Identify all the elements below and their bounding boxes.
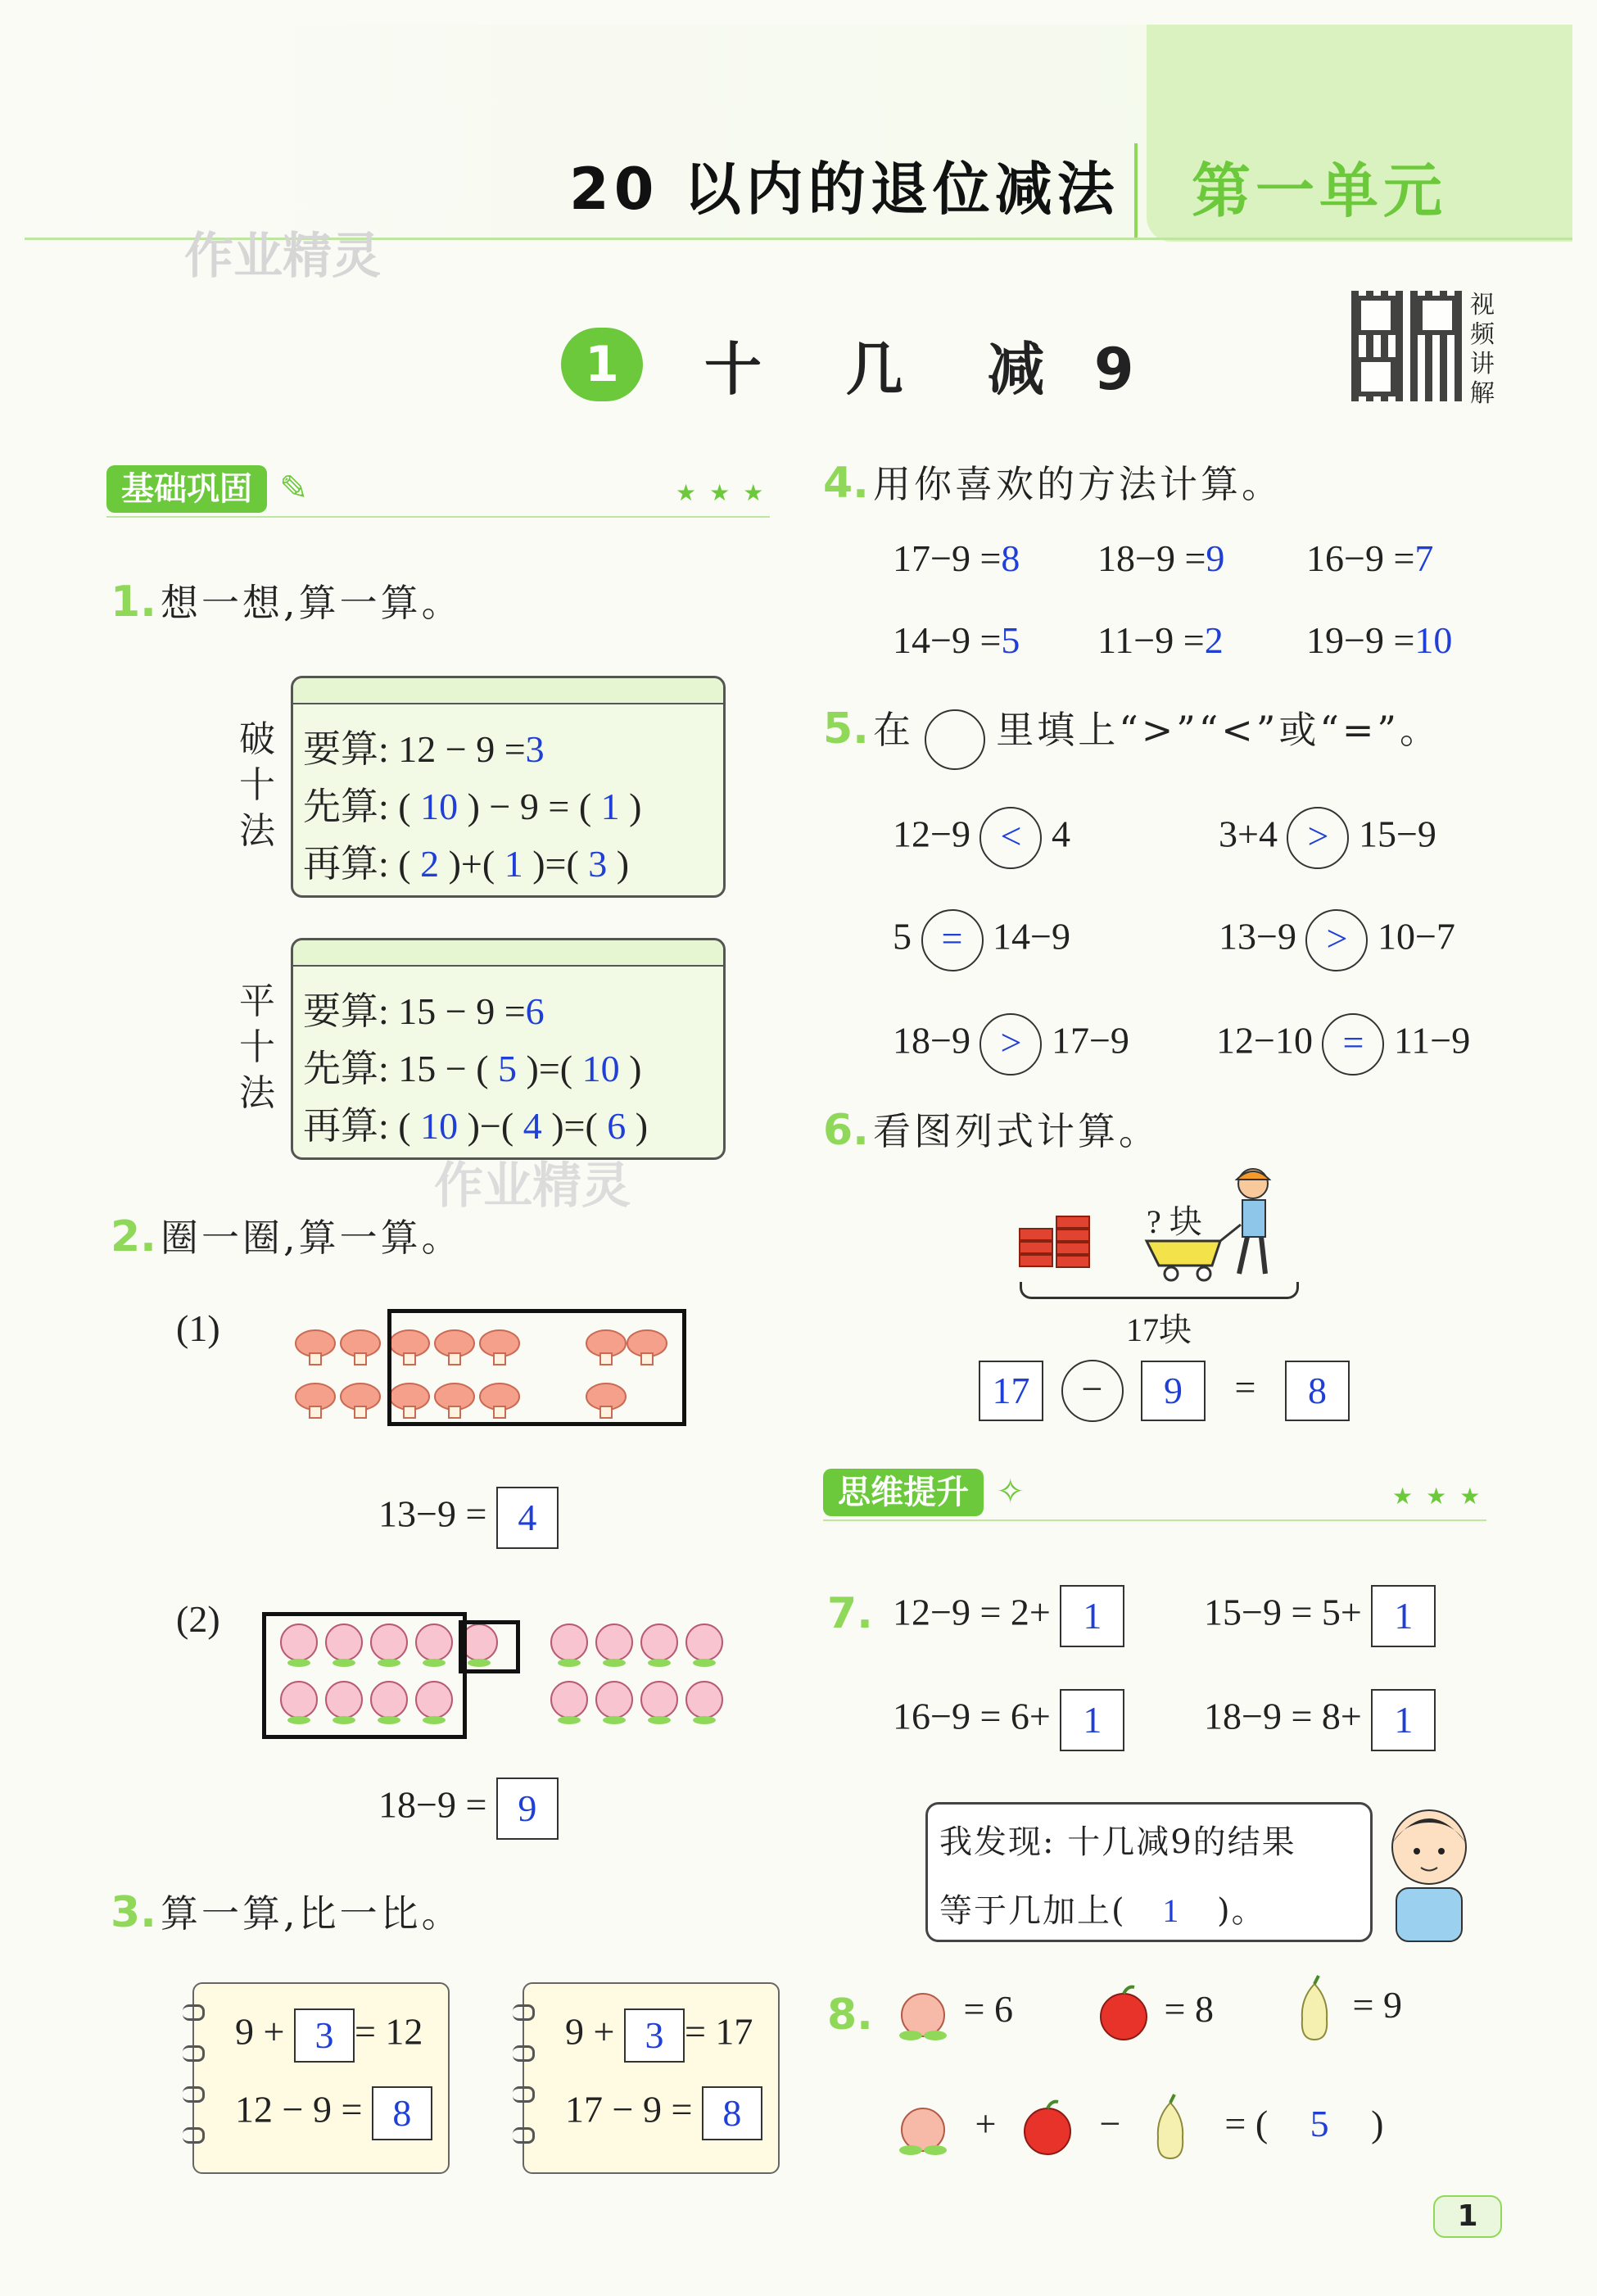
q5-item-5 <box>893 1013 1129 1076</box>
q3-text: 算一算,比一比。 <box>161 1891 463 1936</box>
watermark: 作业精灵 <box>184 228 381 285</box>
apple-icon-2 <box>1017 2097 1079 2158</box>
qr-label: 视频讲解 <box>1470 291 1495 408</box>
q8-minus: − <box>1099 2103 1121 2145</box>
apple-icon <box>1093 1982 1155 2044</box>
q5-6-circle[interactable] <box>1322 1013 1384 1076</box>
q8-apple-val: = 8 <box>1164 1988 1214 2031</box>
q1-card2: 要算: 15 − 9 =6 先算: 15 − ( 5 )=( 10 ) 再算: ( 10 )−( 4 )=( 6 ) <box>291 938 726 1160</box>
card2-header-bar <box>293 940 723 967</box>
q3l-a-post: = 12 <box>354 2010 423 2053</box>
card2-l3-c: 6 <box>607 1105 627 1147</box>
section-basic-label: 基础巩固 <box>106 465 267 513</box>
pencil-icon: ✎ <box>279 468 309 508</box>
mushroom-circle-box <box>387 1309 686 1426</box>
q4-number: 4. <box>823 459 869 508</box>
header-title: 20 以内的退位减法 <box>569 156 1120 223</box>
cart-worker-icon <box>1142 1163 1306 1286</box>
bricks-illustration <box>1016 1212 1097 1281</box>
q6-op: − <box>1081 1368 1103 1410</box>
card1-l1-ans: 3 <box>525 728 545 770</box>
q1-text: 想一想,算一算。 <box>161 581 463 625</box>
q3r-a-post: = 17 <box>684 2010 753 2053</box>
q5-5-left: 18−9 <box>893 1019 970 1062</box>
q8-apple <box>1093 1982 1214 2044</box>
lesson-number-badge <box>561 328 643 401</box>
q1-card2-method: 平十法 <box>239 980 275 1114</box>
q3r-b-pre: 17 − 9 = <box>565 2088 693 2131</box>
q6-question: ? 块 <box>1147 1203 1202 1240</box>
q5-3-right: 14−9 <box>993 915 1070 958</box>
card2-l2-pre: 15 − ( <box>398 1048 489 1089</box>
card1-l2-op: ) − 9 = ( <box>467 786 592 827</box>
section-advanced-label: 思维提升 <box>823 1469 984 1516</box>
q5-6-sign: = <box>1342 1021 1364 1063</box>
advanced-stars: ★★★ <box>1392 1483 1494 1510</box>
card2-l2-a: 5 <box>498 1048 518 1089</box>
basic-underline <box>106 516 770 518</box>
card2-l2-label: 先算: <box>303 1048 389 1089</box>
q8-pear <box>1286 1974 1402 2044</box>
peach-icon-2 <box>893 2097 954 2158</box>
q7-4-expr: 18−9 = 8+ <box>1204 1695 1362 1737</box>
watermark-2: 作业精灵 <box>434 1157 631 1215</box>
q4-2-ans: 9 <box>1206 537 1225 579</box>
q5-4-sign: > <box>1326 917 1348 959</box>
q3l-b-ans: 8 <box>392 2092 412 2134</box>
q8-eq-post: ) <box>1371 2103 1384 2145</box>
bubble-ans: 1 <box>1162 1892 1181 1929</box>
q4-6-ans: 10 <box>1414 619 1453 661</box>
q5-2-left: 3+4 <box>1219 813 1278 855</box>
q5-item-3 <box>893 909 1070 971</box>
q5-4-left: 13−9 <box>1219 915 1296 958</box>
q3-heading <box>111 1884 463 1938</box>
q6-a: 17 <box>992 1370 1030 1411</box>
card1-l2-a: 10 <box>420 786 459 827</box>
q5-text-post: 里填上“>”“<”或“=”。 <box>996 708 1441 752</box>
q4-item-4 <box>893 618 1020 662</box>
q5-circle-icon <box>925 709 985 770</box>
card1-l3-c: 3 <box>588 843 608 885</box>
q6-b-box[interactable] <box>1141 1361 1206 1421</box>
q5-text-pre: 在 <box>873 708 915 752</box>
q5-3-circle[interactable] <box>921 909 984 971</box>
q7-item-2 <box>1204 1585 1436 1647</box>
card1-header-bar <box>293 678 723 704</box>
q7-number: 7. <box>827 1589 873 1638</box>
pear-icon <box>1286 1974 1343 2044</box>
q2-part2-expr <box>378 1777 559 1840</box>
card1-l1-expr: 12 − 9 = <box>398 728 526 770</box>
q3l-a-pre: 9 + <box>235 2010 285 2053</box>
q5-number: 5. <box>823 704 869 754</box>
q3r-a-pre: 9 + <box>565 2010 615 2053</box>
q8-plus: + <box>975 2103 997 2145</box>
bubble-line1: 我发现: 十几减9的结果 <box>939 1823 1296 1861</box>
pear-icon-2 <box>1142 2093 1199 2162</box>
q4-1-expr: 17−9 = <box>893 537 1002 579</box>
q5-3-sign: = <box>941 917 963 959</box>
card2-l2-b: 10 <box>581 1048 620 1089</box>
q7-2-expr: 15−9 = 5+ <box>1204 1591 1362 1633</box>
q7-speech-bubble <box>925 1802 1373 1942</box>
q4-item-1 <box>893 537 1020 580</box>
q5-1-left: 12−9 <box>893 813 970 855</box>
card2-l3-label: 再算: <box>303 1105 389 1147</box>
card2-l1-label: 要算: <box>303 990 389 1032</box>
card1-l3-b: 1 <box>504 843 523 885</box>
q4-4-expr: 14−9 = <box>893 619 1002 661</box>
bubble-line2-post: )。 <box>1217 1892 1266 1930</box>
q5-item-6 <box>1216 1013 1470 1076</box>
q1-card1: 要算: 12 − 9 =3 先算: ( 10 ) − 9 = ( 1 ) 再算: ( 2 )+( 1 )=( 3 ) <box>291 676 726 898</box>
q4-4-ans: 5 <box>1001 619 1020 661</box>
q5-heading <box>823 700 1441 770</box>
q6-b: 9 <box>1164 1370 1183 1411</box>
q3l-b-pre: 12 − 9 = <box>235 2088 363 2131</box>
q6-equation <box>979 1360 1350 1422</box>
flower-circle-box-main <box>262 1612 467 1739</box>
q2-p2-expr-text: 18−9 = <box>378 1783 487 1826</box>
q2-number: 2. <box>111 1212 156 1261</box>
q6-eq: = <box>1234 1365 1256 1408</box>
q2-part1-expr <box>378 1487 559 1549</box>
q5-4-circle[interactable] <box>1305 909 1368 971</box>
q4-heading <box>823 455 1283 509</box>
q4-item-3 <box>1306 537 1433 580</box>
q1-number: 1. <box>111 577 156 627</box>
q7-1-expr: 12−9 = 2+ <box>893 1591 1051 1633</box>
card1-l3-a: 2 <box>420 843 440 885</box>
card1-l2-b: 1 <box>600 786 620 827</box>
q1-heading <box>111 573 463 627</box>
q8-ans: 5 <box>1310 2103 1329 2145</box>
section-basic-tag <box>106 463 308 509</box>
page-number-tab <box>1433 2195 1502 2238</box>
q7-2-ans: 1 <box>1394 1595 1414 1637</box>
q5-5-circle[interactable] <box>979 1013 1042 1076</box>
q3l-a-ans: 3 <box>314 2014 334 2056</box>
q2-part2-label: (2) <box>176 1598 220 1640</box>
q6-text: 看图列式计算。 <box>873 1109 1160 1153</box>
q5-6-left: 12−10 <box>1216 1019 1313 1062</box>
q4-2-expr: 18−9 = <box>1097 537 1206 579</box>
card2-l3-b: 4 <box>523 1105 542 1147</box>
q4-3-ans: 7 <box>1414 537 1434 579</box>
q8-peach-val: = 6 <box>963 1988 1013 2031</box>
q4-5-expr: 11−9 = <box>1097 619 1205 661</box>
q6-a-box[interactable] <box>979 1361 1043 1421</box>
bricks-icon <box>1016 1212 1097 1278</box>
bubble-line2 <box>939 1885 1266 1931</box>
q7-4-ans: 1 <box>1394 1699 1414 1741</box>
q7-3-expr: 16−9 = 6+ <box>893 1695 1051 1737</box>
q8-number: 8. <box>827 1990 873 2040</box>
card1-l2-label: 先算: <box>303 786 389 827</box>
q3r-a-box[interactable] <box>624 2008 685 2063</box>
q3r-b-ans: 8 <box>722 2092 742 2134</box>
q5-5-sign: > <box>1000 1021 1022 1063</box>
q4-6-expr: 19−9 = <box>1306 619 1415 661</box>
q2-text: 圈一圈,算一算。 <box>161 1216 463 1260</box>
q3r-b-box[interactable] <box>702 2086 762 2140</box>
basic-stars: ★★★ <box>676 479 777 506</box>
q2-p1-answer: 4 <box>518 1497 537 1538</box>
q6-total: 17块 <box>1126 1311 1192 1348</box>
cart-worker-illustration <box>1142 1163 1306 1289</box>
q3-notebook-right <box>523 1982 780 2174</box>
q3l-a-box[interactable] <box>294 2008 355 2063</box>
header-divider <box>1134 143 1138 238</box>
q5-2-right: 15−9 <box>1358 813 1436 855</box>
q7-4-box[interactable] <box>1371 1689 1436 1751</box>
q2-p2-answer: 9 <box>518 1787 537 1829</box>
q8-pear-val: = 9 <box>1352 1984 1402 2027</box>
lesson-title: 十 几 减 9 <box>704 336 1149 403</box>
q7-item-1 <box>893 1585 1124 1647</box>
q4-item-5 <box>1097 618 1224 662</box>
q5-1-circle[interactable] <box>979 807 1042 869</box>
q2-part1-label: (1) <box>176 1307 220 1349</box>
q7-item-3 <box>893 1689 1124 1751</box>
card2-l3-a: 10 <box>420 1105 459 1147</box>
section-advanced-tag <box>823 1466 1025 1513</box>
q3-number: 3. <box>111 1888 156 1937</box>
peach-icon <box>893 1982 954 2044</box>
q4-1-ans: 8 <box>1001 537 1020 579</box>
q6-heading <box>823 1102 1160 1156</box>
q6-op-circle[interactable] <box>1061 1360 1124 1422</box>
q7-1-ans: 1 <box>1083 1595 1102 1637</box>
q3l-b-box[interactable] <box>372 2086 432 2140</box>
q5-1-sign: < <box>1000 815 1022 857</box>
q8-eq-pre: = ( <box>1224 2103 1269 2145</box>
q7-2-box[interactable] <box>1371 1585 1436 1647</box>
q5-1-right: 4 <box>1051 813 1070 855</box>
card2-l1-expr: 15 − 9 = <box>398 990 526 1032</box>
q6-number: 6. <box>823 1106 869 1155</box>
q3r-a-ans: 3 <box>645 2014 664 2056</box>
q5-3-left: 5 <box>893 915 912 958</box>
bubble-line2-pre: 等于几加上( <box>939 1892 1126 1930</box>
q8-peach <box>893 1982 1013 2044</box>
q5-2-circle[interactable] <box>1287 807 1349 869</box>
q7-3-ans: 1 <box>1083 1699 1102 1741</box>
q5-4-right: 10−7 <box>1377 915 1455 958</box>
q4-item-2 <box>1097 537 1224 580</box>
boy-illustration <box>1372 1798 1486 1949</box>
boy-icon <box>1372 1798 1486 1945</box>
q5-5-right: 17−9 <box>1051 1019 1129 1062</box>
q2-heading <box>111 1208 463 1262</box>
q7-1-box[interactable] <box>1060 1585 1124 1647</box>
q5-item-4 <box>1219 909 1455 971</box>
q6-brace <box>1020 1282 1299 1299</box>
card1-l3-label: 再算: <box>303 843 389 885</box>
q2-p1-expr-text: 13−9 = <box>378 1492 487 1535</box>
flower-circle-box-extra <box>459 1620 520 1673</box>
q6-ans: 8 <box>1307 1370 1327 1411</box>
page-number: 1 <box>1457 2199 1478 2233</box>
q2-p2-answer-box[interactable] <box>496 1777 559 1840</box>
q4-3-expr: 16−9 = <box>1306 537 1415 579</box>
sparkle-icon: ✧ <box>996 1471 1025 1511</box>
qr-code-icon[interactable] <box>1351 291 1462 401</box>
q2-p1-answer-box[interactable] <box>496 1487 559 1549</box>
q7-item-4 <box>1204 1689 1436 1751</box>
q5-item-1 <box>893 807 1070 869</box>
q6-ans-box[interactable] <box>1285 1361 1350 1421</box>
q5-2-sign: > <box>1307 815 1329 857</box>
q5-item-2 <box>1219 807 1436 869</box>
q4-item-6 <box>1306 618 1452 662</box>
q5-6-right: 11−9 <box>1393 1019 1471 1062</box>
q7-3-box[interactable] <box>1060 1689 1124 1751</box>
q1-card1-method: 破十法 <box>239 718 275 852</box>
q3-notebook-left <box>192 1982 450 2174</box>
lesson-number: 1 <box>585 336 619 393</box>
unit-label: 第一单元 <box>1192 156 1448 225</box>
card1-l1-label: 要算: <box>303 728 389 770</box>
q4-text: 用你喜欢的方法计算。 <box>873 462 1283 506</box>
card2-l1-ans: 6 <box>525 990 545 1032</box>
q8-equation <box>893 2093 1384 2162</box>
q4-5-ans: 2 <box>1204 619 1224 661</box>
advanced-underline <box>823 1519 1486 1521</box>
